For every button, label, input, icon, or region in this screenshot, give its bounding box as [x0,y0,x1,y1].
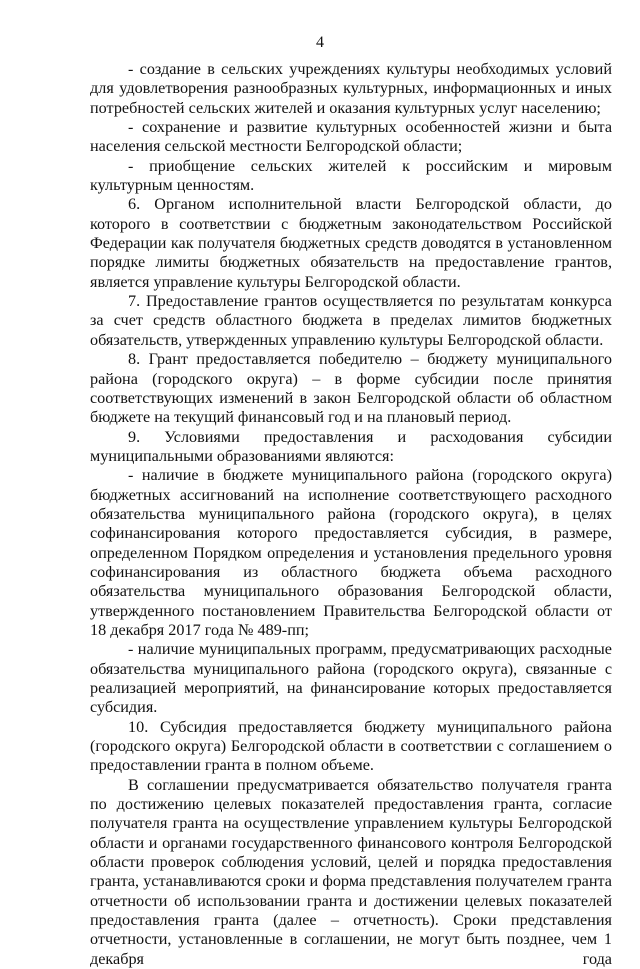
paragraph-goal-values: - приобщение сельских жителей к российским и мировым культурным ценностям. [90,156,612,195]
paragraph-item-8: 8. Грант предоставляется победителю – бюджету муниципального района (городского округа) – в форме субсидии после принятия соответствующих изменений в закон Белгородской области об областном бюджете на текущий финансовый год и на плановый период. [90,350,612,427]
paragraph-goal-preservation: - сохранение и развитие культурных особенностей жизни и быта населения сельской местности Белгородской области; [90,118,612,156]
paragraph-item-6: 6. Органом исполнительной власти Белгородской области, до которого в соответствии с бюджетным законодательством Российской Федерации как получателя бюджетных средств доводятся в установленном порядке лимиты бюджетных обязательств на предоставление грантов, является управление культуры Белгородской области. [90,195,612,291]
paragraph-condition-programs: - наличие муниципальных программ, предусматривающих расходные обязательства муниципального района (городского округа), связанные с реализацией мероприятий, на финансирование которых предоставляется субсидия. [90,640,612,717]
paragraph-condition-budget: - наличие в бюджете муниципального района (городского округа) бюджетных ассигнований на исполнение соответствующего расходного обязательства муниципального района (городского округа), в целях софинансирования которого предоставляется субсидия, в размере, определенном Порядком определения и установления предельного уровня софинансирования из областного бюджета объема расходного обязательства муниципального образования Белгородской области, утвержденного постановлением Правительства Белгородской области от 18 декабря 2017 года № 489-пп; [90,466,612,639]
paragraph-goal-conditions: - создание в сельских учреждениях культуры необходимых условий для удовлетворения разнообразных культурных, информационных и иных потребностей сельских жителей и оказания культурных услуг населению; [90,60,612,117]
paragraph-item-9: 9. Условиями предоставления и расходования субсидии муниципальными образованиями являются: [90,427,612,465]
paragraph-agreement: В соглашении предусматривается обязательство получателя гранта по достижению целевых показателей предоставления гранта, согласие получателя гранта на осуществление управлением культуры Белгородской области и органами государственного финансового контроля Белгородской области проверок соблюдения условий, целей и порядка предоставления гранта, устанавливаются сроки и форма представления получателем гранта отчетности об использовании гранта и достижении целевых показателей предоставления гранта (далее – отчетность). Сроки представления отчетности, установленные в соглашении, не могут быть позднее, чем 1 декабря года [90,775,612,968]
paragraph-item-10: 10. Субсидия предоставляется бюджету муниципального района (городского округа) Белгородской области в соответствии с соглашением о предоставлении гранта в полном объеме. [90,717,612,775]
page-number: 4 [316,34,324,51]
paragraph-item-7: 7. Предоставление грантов осуществляется по результатам конкурса за счет средств областного бюджета в пределах лимитов бюджетных обязательств, утвержденных управлению культуры Белгородской области. [90,292,612,349]
document-body [90,60,612,969]
